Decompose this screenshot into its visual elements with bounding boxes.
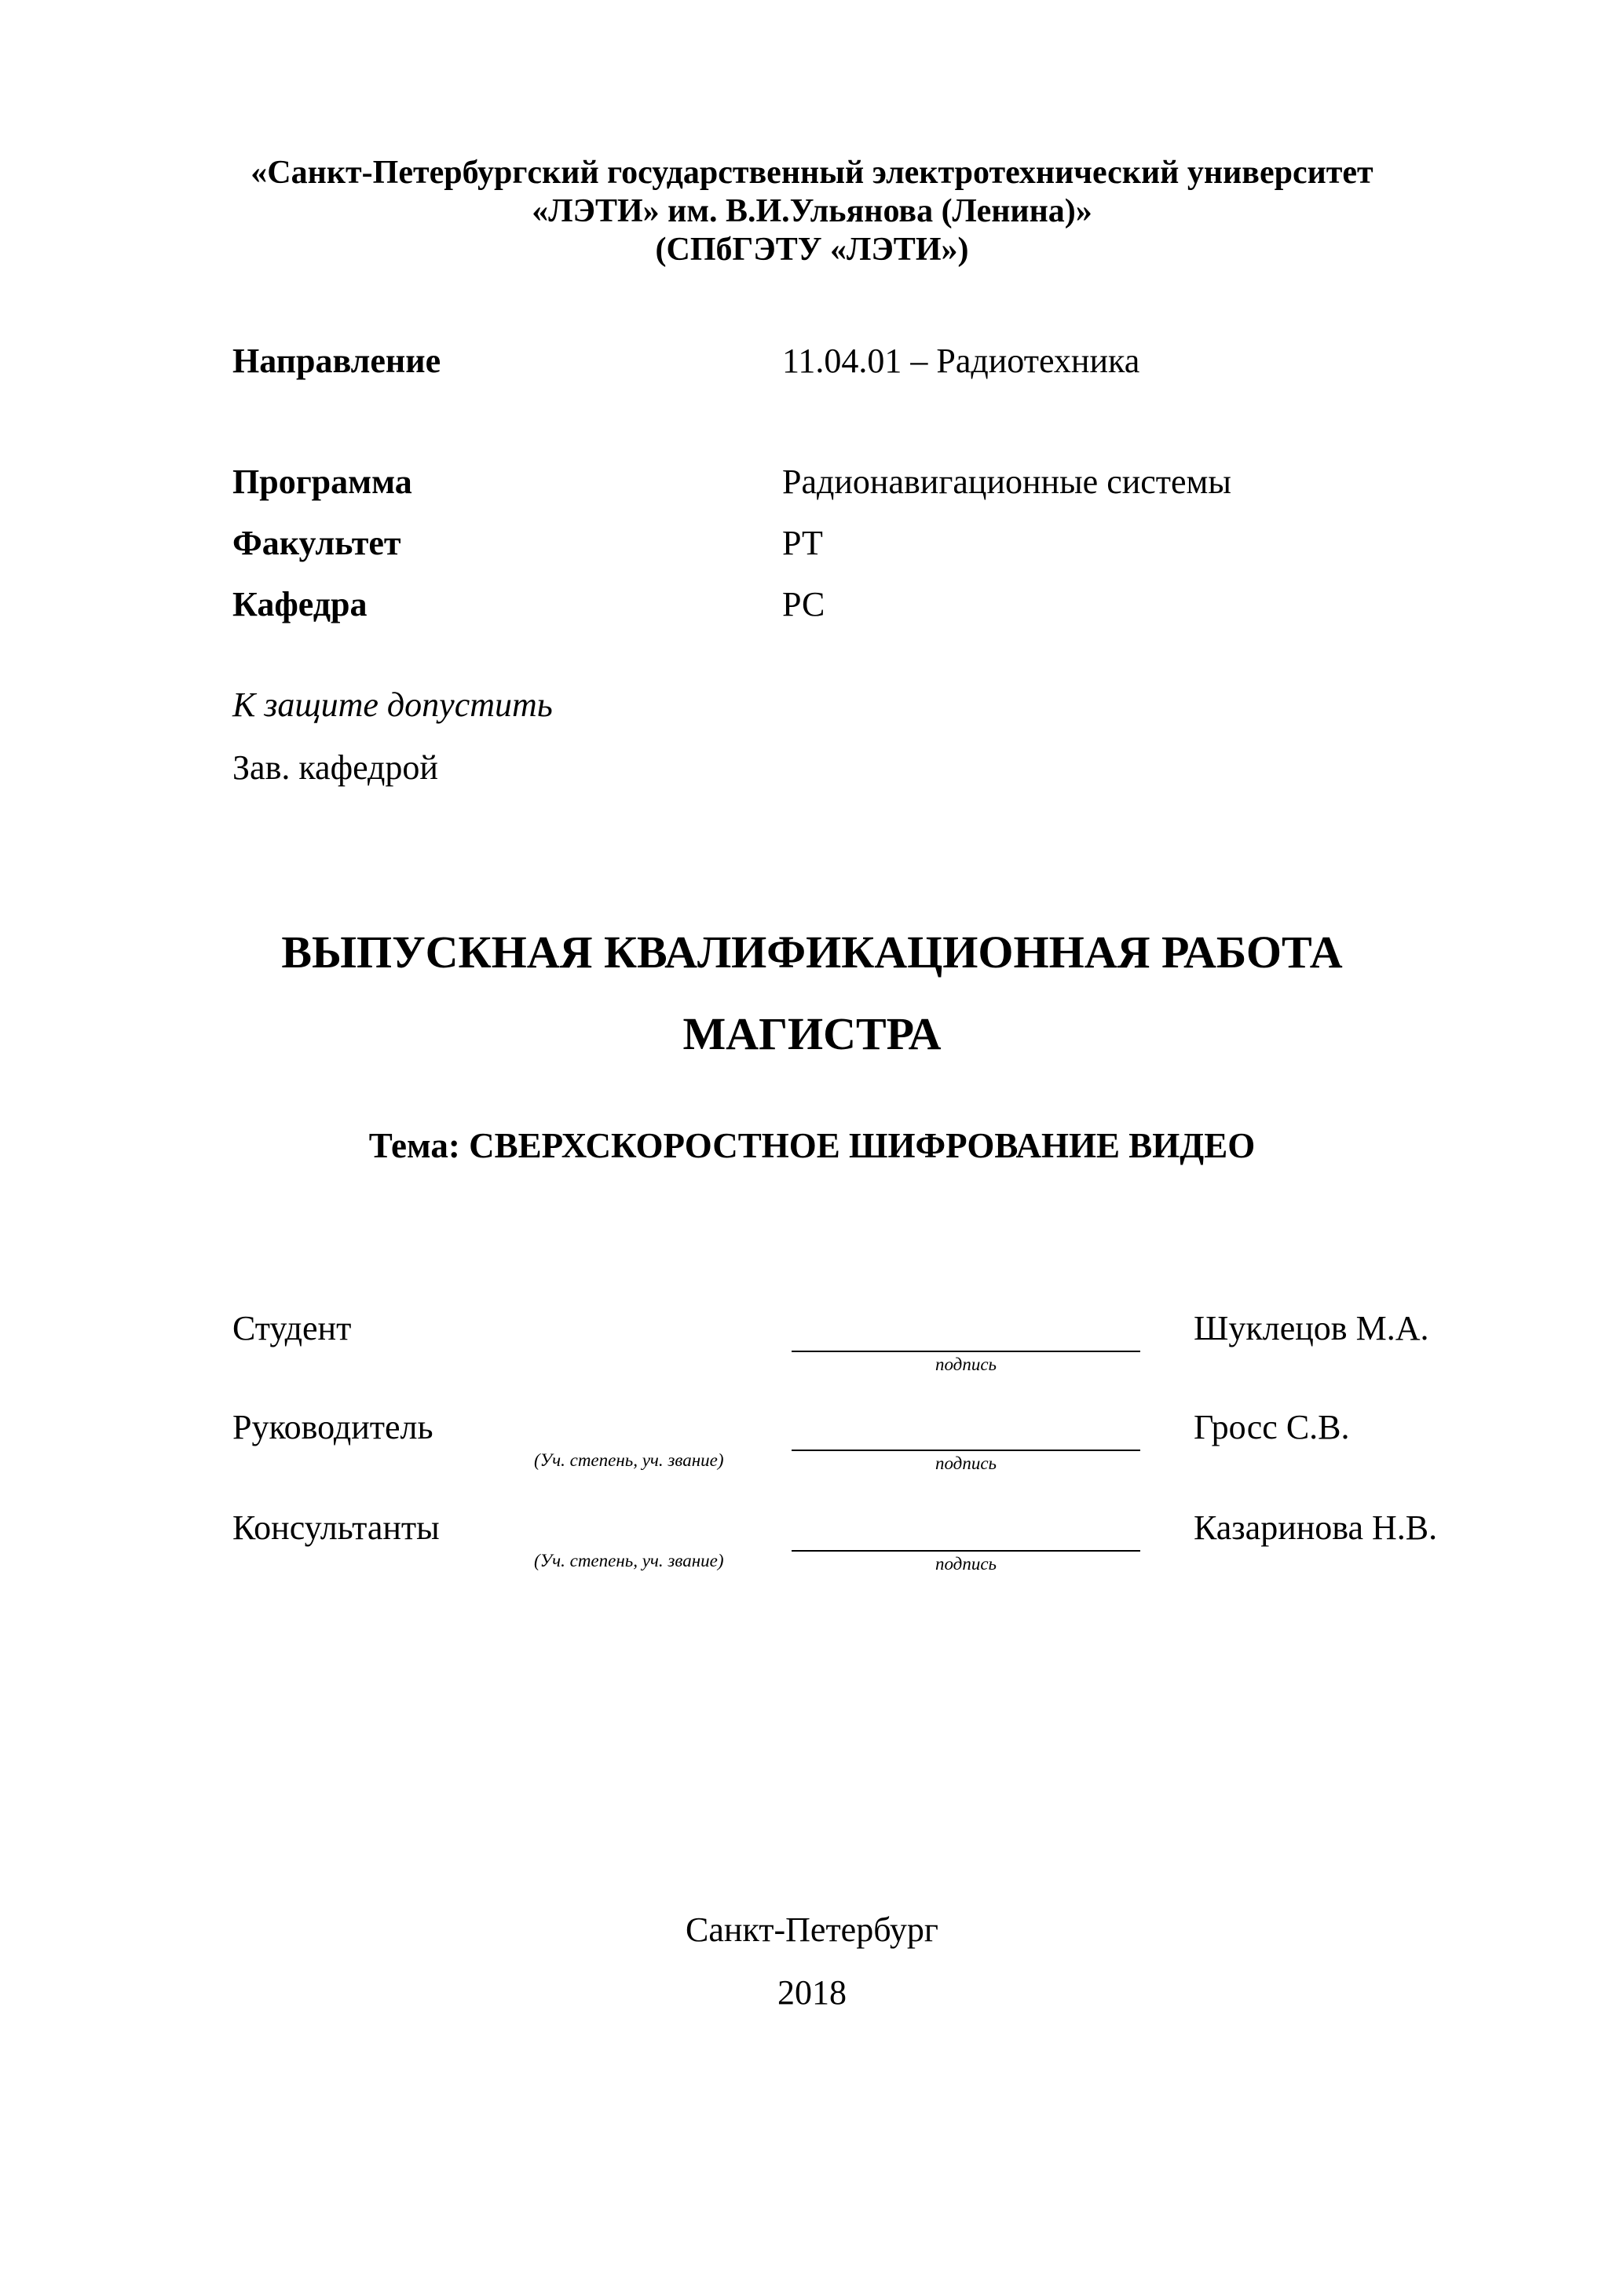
signature-role-student: Студент <box>232 1309 352 1347</box>
signature-role-consultants: Консультанты <box>232 1508 440 1547</box>
admit-to-defense: К защите допустить <box>232 686 553 724</box>
university-header <box>0 154 1624 269</box>
sign-hint-student: подпись <box>935 1355 997 1374</box>
field-label-faculty: Факультет <box>232 524 401 562</box>
field-value-faculty: РТ <box>782 524 823 562</box>
signature-name-supervisor: Гросс С.В. <box>1194 1408 1350 1446</box>
field-value-department: РС <box>782 585 825 623</box>
sign-hint-supervisor: подпись <box>935 1453 997 1473</box>
head-of-department: Зав. кафедрой <box>232 748 438 787</box>
work-title-line-1: ВЫПУСКНАЯ КВАЛИФИКАЦИОННАЯ РАБОТА <box>281 927 1343 978</box>
signature-name-consultants: Казаринова Н.В. <box>1194 1508 1438 1547</box>
university-line-3: (СПбГЭТУ «ЛЭТИ») <box>655 232 969 268</box>
degree-hint-consultants: (Уч. степень, уч. звание) <box>534 1551 724 1570</box>
university-line-2: «ЛЭТИ» им. В.И.Ульянова (Ленина)» <box>532 193 1092 229</box>
field-label-department: Кафедра <box>232 585 368 623</box>
signature-line-student <box>792 1351 1140 1352</box>
signature-line-supervisor <box>792 1450 1140 1451</box>
degree-hint-supervisor: (Уч. степень, уч. звание) <box>534 1450 724 1470</box>
field-value-program: Радионавигационные системы <box>782 462 1231 501</box>
sign-hint-consultants: подпись <box>935 1554 997 1574</box>
signature-name-student: Шуклецов М.А. <box>1194 1309 1429 1347</box>
university-line-1: «Санкт-Петербургский государственный электротехнический университет <box>251 155 1373 191</box>
footer-city: Санкт-Петербург <box>686 1910 938 1949</box>
field-value-direction: 11.04.01 – Радиотехника <box>782 342 1140 380</box>
work-title-line-2: МАГИСТРА <box>682 1008 942 1059</box>
work-topic: Тема: СВЕРХСКОРОСТНОЕ ШИФРОВАНИЕ ВИДЕО <box>368 1126 1256 1165</box>
signature-line-consultants <box>792 1550 1140 1552</box>
footer-year: 2018 <box>777 1973 847 2012</box>
signature-role-supervisor: Руководитель <box>232 1408 433 1446</box>
field-label-program: Программа <box>232 462 412 501</box>
field-label-direction: Направление <box>232 342 441 380</box>
